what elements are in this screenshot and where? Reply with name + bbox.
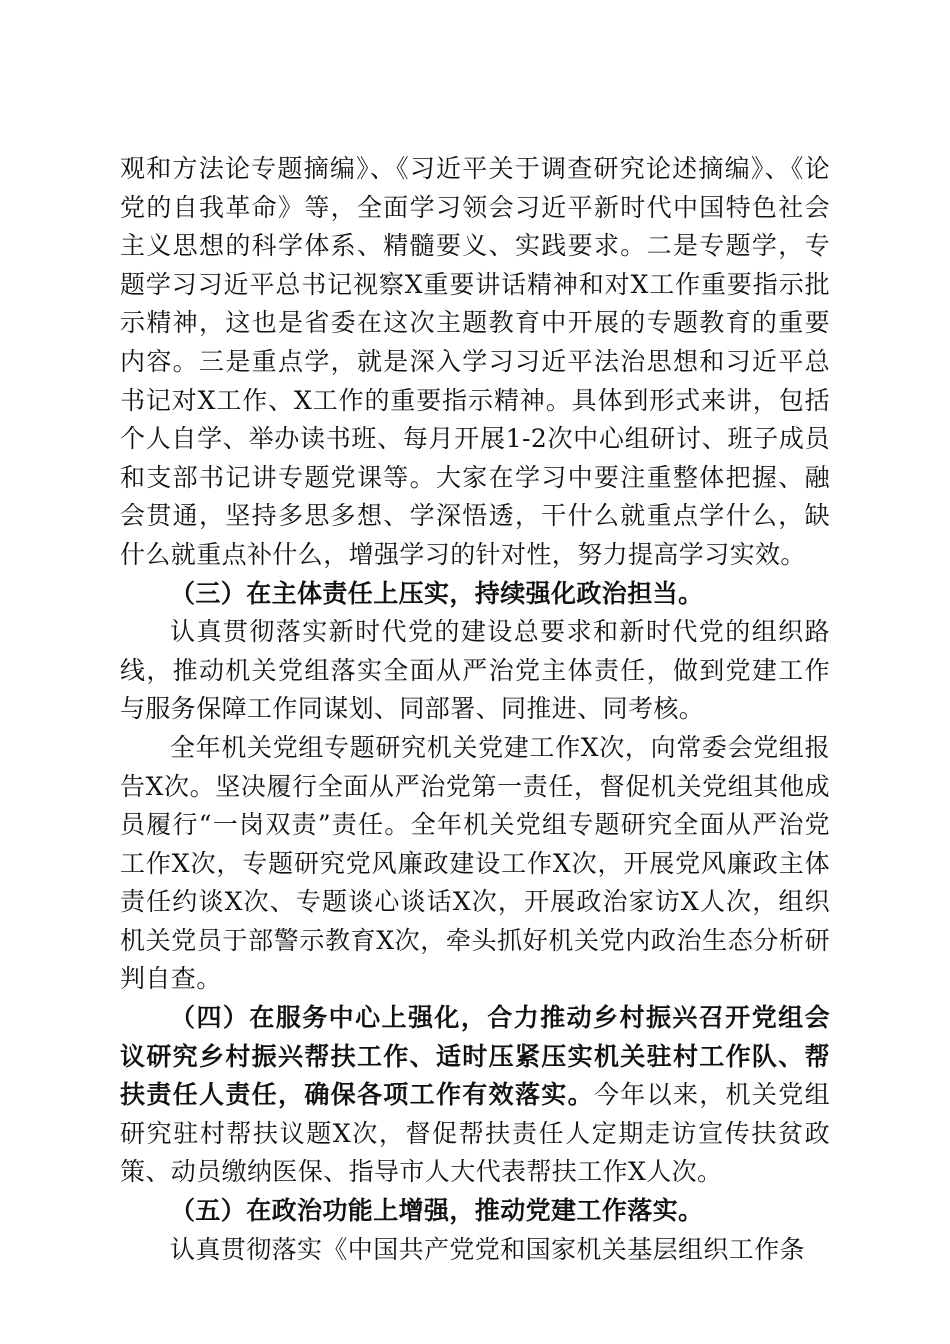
body-paragraph: 认真贯彻落实新时代党的建设总要求和新时代党的组织路线，推动机关党组落实全面从严治党主体责任，做到党建工作与服务保障工作同谋划、同部署、同推进、同考核。	[120, 617, 830, 724]
body-paragraph: 全年机关党组专题研究机关党建工作X次，向常委会党组报告X次。坚决履行全面从严治党第一责任，督促机关党组其他成员履行“一岗双责”责任。全年机关党组专题研究全面从严治党工作X次，专题研究党风廉政建设工作X次，开展党风廉政主体责任约谈X次、专题谈心谈话X次，开展政治家访X人次，组织机关党员于部警示教育X次，牵头抓好机关党内政治生态分析研判自查。	[120, 732, 830, 994]
document-page	[120, 150, 830, 1269]
section-4-paragraph	[120, 999, 830, 1192]
section-heading-5: （五）在政治功能上增强，推动党建工作落实。	[170, 1196, 704, 1226]
section-heading-3: （三）在主体责任上压实，持续强化政治担当。	[170, 578, 704, 608]
section-4-body: 今年以来，机关党组研究驻村帮扶议题X次，督促帮扶责任人定期走访宣传扶贫政策、动员缴纳医保、指导市人大代表帮扶工作X人次。	[120, 1080, 830, 1187]
body-paragraph: 认真贯彻落实《中国共产党党和国家机关基层组织工作条	[170, 1234, 806, 1264]
section-heading-4: （四）在服务中心上强化，合力推动乡村振兴召开党组会议研究乡村振兴帮扶工作、适时压紧压实机关驻村工作队、帮扶责任人责任，确保各项工作有效落实。	[120, 1003, 830, 1110]
body-paragraph: 观和方法论专题摘编》、《习近平关于调查研究论述摘编》、《论党的自我革命》等，全面学习领会习近平新时代中国特色社会主义思想的科学体系、精髓要义、实践要求。二是专题学，专题学习习近平总书记视察X重要讲话精神和对X工作重要指示批示精神，这也是省委在这次主题教育中开展的专题教育的重要内容。三是重点学，就是深入学习习近平法治思想和习近平总书记对X工作、X工作的重要指示精神。具体到形式来讲，包括个人自学、举办读书班、每月开展1-2次中心组研讨、班子成员和支部书记讲专题党课等。大家在学习中要注重整体把握、融会贯通，坚持多思多想、学深悟透，干什么就重点学什么，缺什么就重点补什么，增强学习的针对性，努力提高学习实效。	[120, 154, 830, 569]
